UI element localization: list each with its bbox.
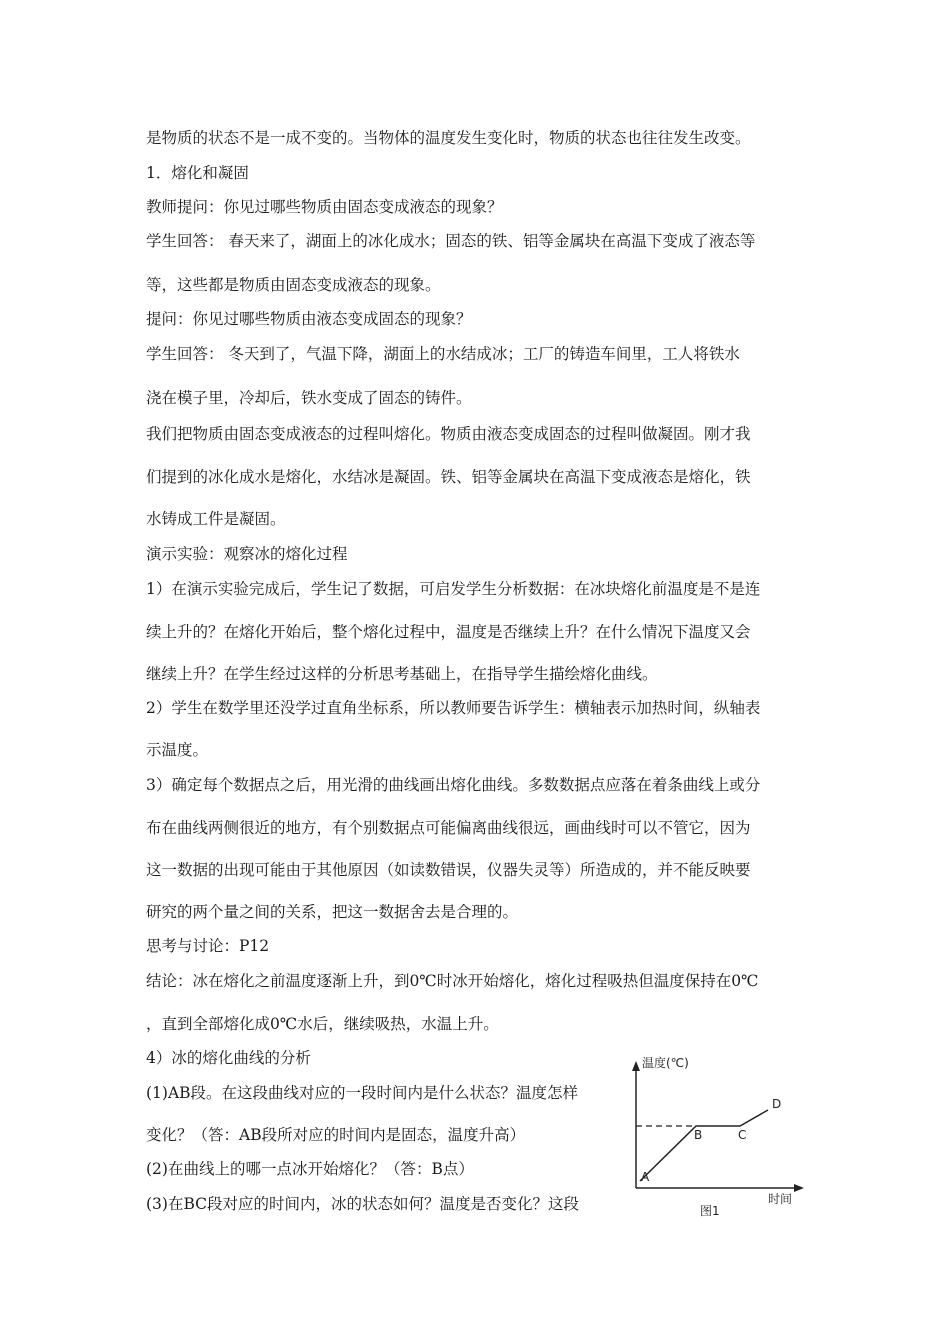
point-label-b: B — [694, 1128, 703, 1142]
text-line: (3)在BC段对应的时间内，冰的状态如何？温度是否变化？这段 — [146, 1195, 579, 1213]
text-line: 是物质的状态不是一成不变的。当物体的温度发生变化时，物质的状态也往往发生改变。 — [146, 129, 751, 147]
text-line: 变化？（答：AB段所对应的时间内是固态，温度升高） — [146, 1126, 526, 1144]
text-line: (1)AB段。在这段曲线对应的一段时间内是什么状态？温度怎样 — [146, 1084, 579, 1102]
section-heading: 1．熔化和凝固 — [146, 164, 249, 182]
text-line: 提问：你见过哪些物质由液态变成固态的现象？ — [146, 310, 472, 328]
text-line: 研究的两个量之间的关系，把这一数据舍去是合理的。 — [146, 903, 519, 921]
text-line: 继续上升？在学生经过这样的分析思考基础上，在指导学生描绘熔化曲线。 — [146, 665, 658, 683]
text-line: ，直到全部熔化成0℃水后，继续吸热，水温上升。 — [146, 1015, 499, 1033]
melting-curve-line — [640, 1110, 768, 1181]
y-axis-arrow-icon — [632, 1061, 640, 1071]
point-label-a: A — [641, 1170, 650, 1184]
x-axis-label: 时间 — [768, 1192, 793, 1206]
text-line: 我们把物质由固态变成液态的过程叫熔化。物质由液态变成固态的过程叫做凝固。刚才我 — [146, 425, 751, 443]
text-line: 教师提问：你见过哪些物质由固态变成液态的现象？ — [146, 198, 503, 216]
text-line: 等，这些都是物质由固态变成液态的现象。 — [146, 276, 441, 294]
text-line: 学生回答： 冬天到了，气温下降，湖面上的水结成冰；工厂的铸造车间里，工人将铁水 — [146, 345, 740, 363]
text-line: 学生回答： 春天来了，湖面上的冰化成水；固态的铁、铝等金属块在高温下变成了液态等 — [146, 232, 756, 250]
text-line: 1）在演示实验完成后，学生记了数据，可启发学生分析数据：在冰块熔化前温度是不是连 — [146, 580, 761, 598]
text-line: (2)在曲线上的哪一点冰开始熔化？（答：B点） — [146, 1160, 474, 1178]
text-line: 4）冰的熔化曲线的分析 — [146, 1049, 311, 1067]
text-line: 们提到的冰化成水是熔化，水结冰是凝固。铁、铝等金属块在高温下变成液态是熔化，铁 — [146, 468, 751, 486]
text-line: 续上升的？在熔化开始后，整个熔化过程中，温度是否继续上升？在什么情况下温度又会 — [146, 623, 751, 641]
figure-caption: 图1 — [700, 1204, 720, 1218]
text-line: 结论：冰在熔化之前温度逐渐上升，到0℃时冰开始熔化，熔化过程吸热但温度保持在0℃ — [146, 972, 759, 990]
melting-curve-figure — [628, 1053, 808, 1223]
text-line: 演示实验：观察冰的熔化过程 — [146, 545, 348, 563]
x-axis-arrow-icon — [794, 1184, 804, 1192]
text-line: 3）确定每个数据点之后，用光滑的曲线画出熔化曲线。多数数据点应落在着条曲线上或分 — [146, 776, 761, 794]
text-line: 示温度。 — [146, 741, 209, 759]
text-line: 浇在模子里，冷却后，铁水变成了固态的铸件。 — [146, 389, 472, 407]
text-line: 这一数据的出现可能由于其他原因（如读数错误，仪器失灵等）所造成的，并不能反映要 — [146, 861, 751, 879]
point-label-c: C — [738, 1128, 747, 1142]
text-line: 水铸成工件是凝固。 — [146, 510, 286, 528]
point-label-d: D — [772, 1097, 782, 1111]
melting-curve-graph — [628, 1053, 808, 1223]
text-line: 布在曲线两侧很近的地方，有个别数据点可能偏离曲线很远，画曲线时可以不管它，因为 — [146, 819, 751, 837]
y-axis-label: 温度(℃) — [642, 1056, 689, 1070]
text-line: 思考与讨论：P12 — [146, 937, 270, 955]
text-line: 2）学生在数学里还没学过直角坐标系，所以教师要告诉学生：横轴表示加热时间，纵轴表 — [146, 699, 761, 717]
